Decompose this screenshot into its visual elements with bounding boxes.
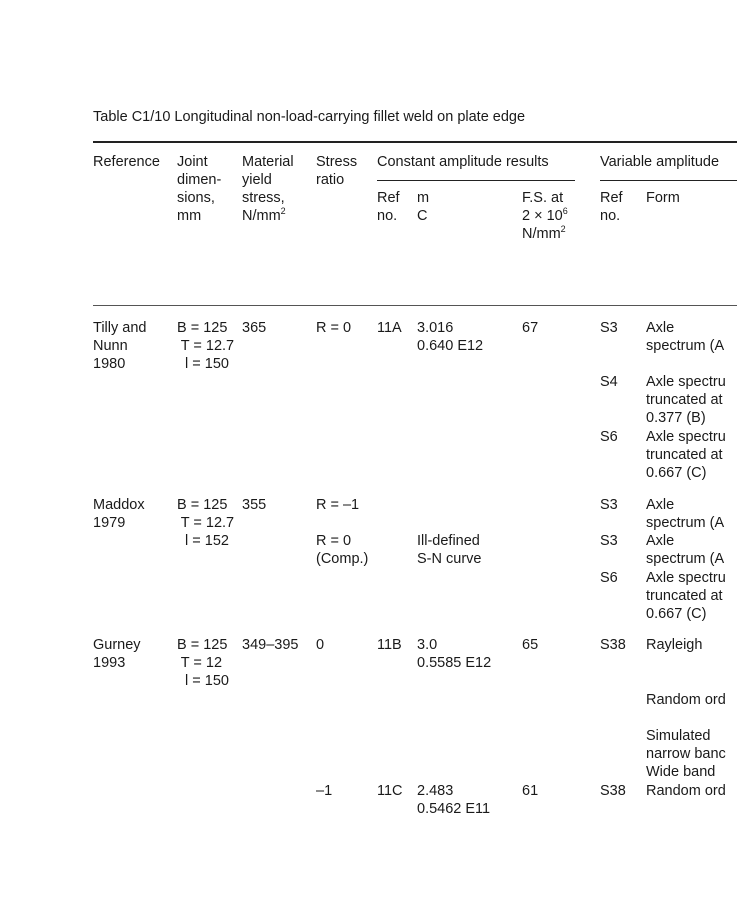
header-ca-fs-line3-text: N/mm [522,226,561,242]
superscript-6: 6 [562,206,568,216]
row3-va-ref: S38 [600,637,626,653]
row2-va2-ref: S3 [600,533,618,549]
row1-va1-ref: S3 [600,320,618,336]
row1-joint: B = 125 T = 12.7 l = 150 [177,320,235,372]
row3-reference: Gurney 1993 [93,637,141,671]
row1-va1-form: Axle spectrum (A [646,320,725,354]
header-constant-amplitude-results: Constant amplitude results [377,154,549,170]
row2-stress-ratio-a: R = –1 [316,497,360,513]
row2-va1-form: Axle spectrum (A [646,497,725,531]
row2-va1-ref: S3 [600,497,618,513]
row3-ca-ref: 11B [377,637,402,653]
row1-ca-ref: 11A [377,320,402,336]
row1-va3-form: Axle spectru truncated at 0.667 (C) [646,429,726,481]
row1-reference: Tilly and Nunn 1980 [93,320,147,372]
row2-stress-ratio-b: R = 0 (Comp.) [316,533,369,567]
header-ca-fs-line2 [522,207,568,225]
header-stress-ratio: Stress ratio [316,154,358,188]
row1-m-c: 3.016 0.640 E12 [417,320,484,354]
top-rule [93,141,737,143]
row1-va3-ref: S6 [600,429,618,445]
row3-va-form-1: Rayleigh [646,637,703,653]
header-ca-ref-no: Ref no. [377,190,400,224]
row2-reference: Maddox 1979 [93,497,145,531]
header-va-form: Form [646,190,680,206]
row4-va-ref: S38 [600,783,626,799]
header-ca-fs-line3 [522,225,568,243]
row1-va2-ref: S4 [600,374,618,390]
variable-amplitude-underline [600,180,737,181]
header-joint-dimensions: Joint dimen- sions, mm [177,154,222,224]
row3-stress-ratio: 0 [316,637,325,653]
row3-joint: B = 125 T = 12 l = 150 [177,637,229,689]
constant-amplitude-underline [377,180,575,181]
header-variable-amplitude: Variable amplitude [600,154,720,170]
row2-yield: 355 [242,497,267,513]
row4-va-form: Random ord [646,783,726,799]
header-ca-fs-line1: F.S. at [522,190,564,206]
row3-fs: 65 [522,637,539,653]
header-bottom-rule [93,305,737,306]
header-va-ref-no: Ref no. [600,190,623,224]
row2-va2-form: Axle spectrum (A [646,533,725,567]
table-caption: Table C1/10 Longitudinal non-load-carrying fillet weld on plate edge [93,109,526,125]
row4-stress-ratio: –1 [316,783,333,799]
header-reference: Reference [93,154,160,170]
row2-va3-ref: S6 [600,570,618,586]
row3-va-form-2: Random ord [646,692,726,708]
row2-joint: B = 125 T = 12.7 l = 152 [177,497,235,549]
row3-va-form-3: Simulated narrow banc Wide band [646,728,726,780]
header-material-yield-stress [242,153,294,225]
row2-m-c: Ill-defined S-N curve [417,533,482,567]
row2-va3-form: Axle spectru truncated at 0.667 (C) [646,570,726,622]
superscript-2: 2 [560,224,566,234]
superscript-2: 2 [280,206,286,216]
row4-ca-ref: 11C [377,783,403,799]
row1-fs: 67 [522,320,539,336]
header-material-yield-stress-text: Material yield stress, N/mm [242,154,294,224]
header-ca-m-c: m C [417,190,430,224]
row4-m-c: 2.483 0.5462 E11 [417,783,491,817]
row3-yield: 349–395 [242,637,299,653]
row3-m-c: 3.0 0.5585 E12 [417,637,492,671]
row4-fs: 61 [522,783,539,799]
header-ca-fs-line2-text: 2 × 10 [522,208,563,224]
row1-va2-form: Axle spectru truncated at 0.377 (B) [646,374,726,426]
header-ca-fs [522,189,568,243]
row1-yield: 365 [242,320,267,336]
row1-stress-ratio: R = 0 [316,320,352,336]
